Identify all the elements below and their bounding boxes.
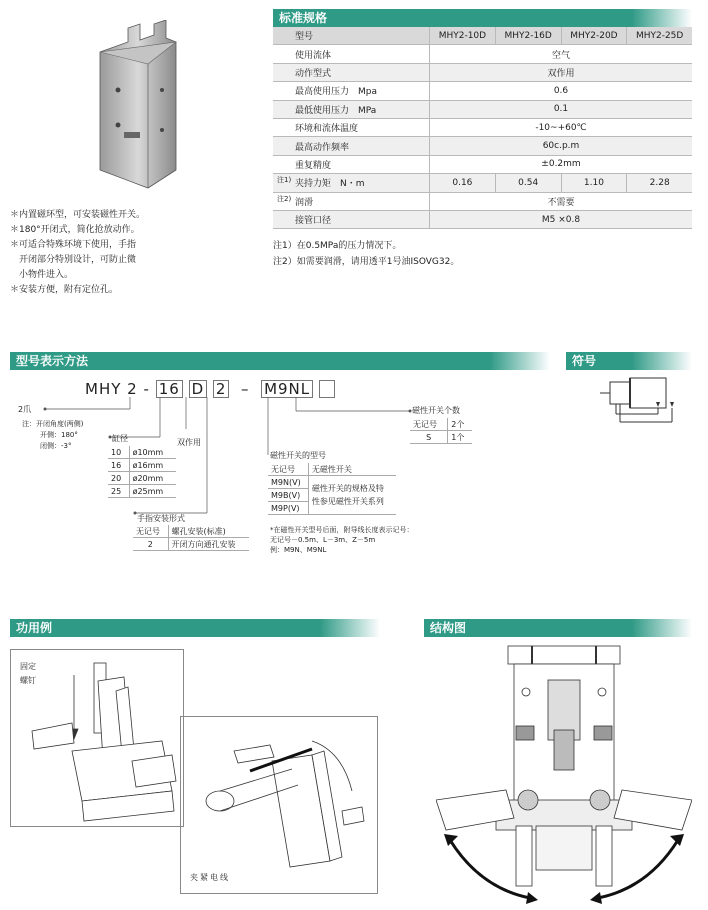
spec-value: 0.1 (430, 100, 693, 118)
spec-row (273, 118, 692, 136)
angle-note-title: 注：开闭角度(两侧) (22, 420, 84, 428)
model-header: MHY2-25D (627, 27, 692, 45)
spec-notes (273, 238, 459, 270)
footnote-mark: 注2) (277, 194, 292, 203)
spec-note: 注2）如需要润滑，请用透平1号油ISOVG32。 (273, 257, 460, 267)
bore-size: ø16mm (129, 459, 176, 472)
count-title: 磁性开关个数 (412, 406, 460, 415)
spec-label: 环境和流体温度 (273, 118, 430, 136)
spec-label: 接管口径 (273, 210, 430, 228)
mount-table (133, 525, 249, 551)
switch-note-line: 无记号－0.5m、L－3m、Z－5m (270, 536, 376, 544)
bore-size: ø20mm (129, 472, 176, 485)
switch-code: 无记号 (268, 463, 308, 476)
spec-value: 空气 (430, 45, 693, 63)
feature-item: ＊安装方便，附有定位孔。 (10, 285, 119, 295)
screw-label-line: 螺钉 (20, 676, 36, 685)
spec-label-text: 润滑 (295, 197, 314, 208)
spec-value: 2.28 (627, 174, 692, 192)
model-code-title: 型号表示方法 (16, 354, 89, 368)
code-jaws: 2 (127, 380, 138, 398)
feature-item: ＊180°开闭式，简化抢放动作。 (10, 225, 140, 235)
count-table (410, 418, 472, 444)
jaws-label: 2爪 (18, 405, 32, 414)
spec-value: 0.6 (430, 82, 693, 100)
switch-note (270, 525, 414, 555)
angle-note-open: 开侧：180° (40, 431, 78, 439)
bore-code: 20 (108, 472, 129, 485)
spec-value: 0.54 (495, 174, 561, 192)
spec-row (273, 137, 692, 155)
bore-row (108, 472, 176, 485)
code-mount-box: 2 (213, 380, 230, 398)
example-illustration (12, 651, 374, 889)
spec-label: 动作型式 (273, 63, 430, 81)
switch-note-line: *在磁性开关型号后面，附导线长度表示记号： (270, 526, 414, 534)
spec-note: 注1）在0.5MPa的压力情况下。 (273, 241, 402, 251)
spec-row (273, 45, 692, 63)
symbol-section-header (566, 352, 692, 370)
bore-code: 10 (108, 446, 129, 459)
spec-header-label: 型号 (273, 27, 430, 45)
model-code-section-header (10, 352, 550, 370)
structure-section-header (424, 619, 692, 637)
spec-label (273, 174, 430, 192)
spec-value: M5 ×0.8 (430, 210, 693, 228)
bore-code: 16 (108, 459, 129, 472)
switch-note-line: 例：M9N、M9NL (270, 546, 327, 554)
bore-title: 缸径 (112, 434, 128, 443)
mount-title: 手指安装形式 (137, 514, 185, 523)
switch-desc-line: 性参见磁性开关系列 (311, 497, 384, 506)
bore-row (108, 446, 176, 459)
feature-list (10, 208, 210, 298)
bore-row (108, 485, 176, 498)
spec-value: 0.16 (430, 174, 496, 192)
code-dash: – (241, 380, 250, 398)
count-row (410, 431, 472, 444)
spec-row (273, 210, 692, 228)
symbol-title: 符号 (572, 354, 597, 368)
pneumatic-symbol (598, 374, 678, 426)
bore-code: 25 (108, 485, 129, 498)
feature-item: ＊内置磁环型，可安装磁性开关。 (10, 210, 146, 220)
footnote-mark: 注1) (277, 176, 292, 185)
feature-item: 开闭部分特别设计，可防止微 (10, 255, 137, 265)
model-header: MHY2-16D (495, 27, 561, 45)
spec-label: 最低使用压力 MPa (273, 100, 430, 118)
spec-value: 双作用 (430, 63, 693, 81)
count-qty: 1个 (448, 431, 472, 444)
spec-table (273, 27, 692, 229)
feature-item: 小物件进入。 (10, 270, 74, 280)
code-prefix: MHY (85, 380, 122, 398)
model-header: MHY2-10D (430, 27, 496, 45)
spec-label: 最高动作频率 (273, 137, 430, 155)
spec-row (273, 63, 692, 81)
switch-title: 磁性开关的型号 (270, 451, 326, 460)
spec-row (273, 192, 692, 210)
spec-row (273, 174, 692, 192)
model-header: MHY2-20D (561, 27, 627, 45)
code-dash: - (143, 380, 150, 398)
spec-value: -10~+60℃ (430, 118, 693, 136)
feature-item: ＊可适合特殊环境下使用，手指 (10, 240, 137, 250)
spec-row (273, 155, 692, 173)
count-code: S (410, 431, 448, 444)
switch-code: M9N(V) (268, 476, 308, 489)
switch-code: M9B(V) (268, 489, 308, 502)
structure-title: 结构图 (430, 621, 467, 635)
angle-note-close: 闭侧：-3° (40, 442, 72, 450)
spec-header-row (273, 27, 692, 45)
code-switch-box: M9NL (261, 380, 313, 398)
mount-desc: 开闭方向通孔安装 (168, 538, 249, 551)
spec-row (273, 82, 692, 100)
bore-size: ø10mm (129, 446, 176, 459)
switch-code: M9P(V) (268, 502, 308, 515)
example-title: 功用例 (16, 621, 53, 635)
bore-table (108, 446, 176, 498)
switch-desc (308, 476, 396, 515)
spec-section-header (273, 9, 692, 27)
mount-code: 无记号 (133, 525, 168, 538)
example-section-header (10, 619, 380, 637)
switch-row (268, 463, 396, 476)
switch-table (268, 463, 396, 515)
count-row (410, 418, 472, 431)
spec-value: 60c.p.m (430, 137, 693, 155)
product-photo (88, 20, 198, 190)
spec-value: ±0.2mm (430, 155, 693, 173)
bore-size: ø25mm (129, 485, 176, 498)
spec-label: 使用流体 (273, 45, 430, 63)
code-action-box: D (189, 380, 208, 398)
spec-label (273, 192, 430, 210)
spec-row (273, 100, 692, 118)
switch-desc-line: 磁性开关的规格及特 (311, 484, 384, 493)
code-bore-box: 16 (156, 380, 183, 398)
spec-value: 不需要 (430, 192, 693, 210)
mount-row (133, 538, 249, 551)
spec-label: 最高使用压力 Mpa (273, 82, 430, 100)
count-code: 无记号 (410, 418, 448, 431)
angle-note (22, 419, 83, 452)
mount-desc: 螺孔安装(标准) (168, 525, 249, 538)
switch-desc: 无磁性开关 (308, 463, 396, 476)
spec-label-text: 夹持力矩 N・m (295, 179, 365, 190)
bore-row (108, 459, 176, 472)
mount-code: 2 (133, 538, 168, 551)
screw-label-line: 固定 (20, 662, 36, 671)
structure-drawing (436, 640, 692, 904)
wire-label: 夹紧电线 (190, 873, 230, 882)
spec-title: 标准规格 (279, 11, 328, 25)
spec-value: 1.10 (561, 174, 627, 192)
action-label: 双作用 (177, 438, 201, 447)
count-qty: 2个 (448, 418, 472, 431)
spec-label: 重复精度 (273, 155, 430, 173)
mount-row (133, 525, 249, 538)
switch-row (268, 476, 396, 489)
